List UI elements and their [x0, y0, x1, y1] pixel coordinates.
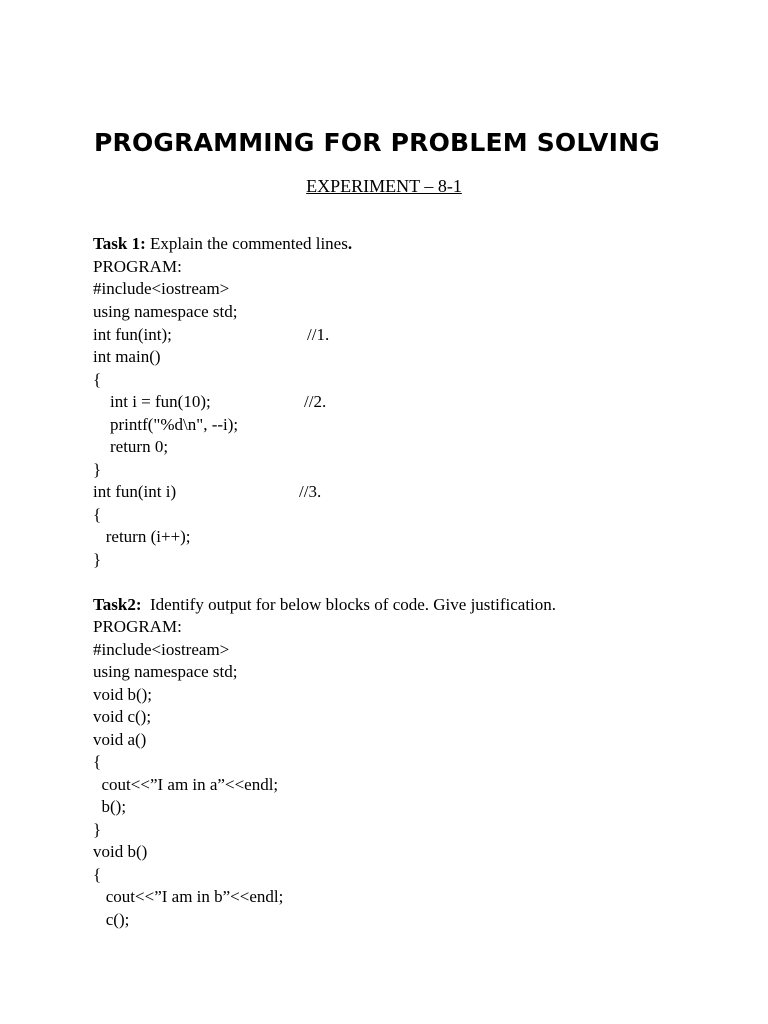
task1-program-label: PROGRAM: [93, 257, 182, 276]
code-line: void a() [93, 730, 147, 749]
code-line: cout<<”I am in b”<<endl; [93, 887, 284, 906]
task1-heading [93, 233, 352, 255]
task1-label: Task 1: [93, 234, 146, 253]
code-line: cout<<”I am in a”<<endl; [93, 775, 279, 794]
code-line: #include<iostream> [93, 279, 230, 298]
code-line: c(); [93, 910, 130, 929]
code-line: #include<iostream> [93, 640, 230, 659]
code-line: int fun(int); [93, 325, 172, 344]
code-line: } [93, 550, 102, 569]
task1-instruction: Explain the commented lines [145, 234, 348, 253]
code-line: using namespace std; [93, 302, 238, 321]
code-line: { [93, 865, 102, 884]
code-line: void b(); [93, 685, 153, 704]
code-line: { [93, 505, 102, 524]
code-line: { [93, 370, 102, 389]
code-line: printf("%d\n", --i); [93, 415, 239, 434]
page-title: PROGRAMMING FOR PROBLEM SOLVING [94, 128, 660, 157]
code-line: b(); [93, 797, 127, 816]
code-line: int fun(int i) [93, 482, 177, 501]
code-line: } [93, 460, 102, 479]
task2-program-label: PROGRAM: [93, 617, 182, 636]
code-comment: //2. [304, 392, 327, 411]
experiment-heading-text: EXPERIMENT – 8-1 [306, 176, 462, 196]
task2-heading [93, 594, 556, 616]
code-line: using namespace std; [93, 662, 238, 681]
code-line: int main() [93, 347, 161, 366]
code-line: void b() [93, 842, 148, 861]
experiment-heading [0, 176, 768, 197]
task2-label: Task2: [93, 595, 142, 614]
task2-instruction: Identify output for below blocks of code. Give justification. [141, 595, 557, 614]
task1-period: . [347, 234, 353, 253]
code-comment: //1. [307, 325, 330, 344]
code-line: return (i++); [93, 527, 191, 546]
code-line: } [93, 820, 102, 839]
code-line: return 0; [93, 437, 169, 456]
code-line: { [93, 752, 102, 771]
code-line: int i = fun(10); [93, 392, 211, 411]
code-comment: //3. [299, 482, 322, 501]
code-line: void c(); [93, 707, 152, 726]
